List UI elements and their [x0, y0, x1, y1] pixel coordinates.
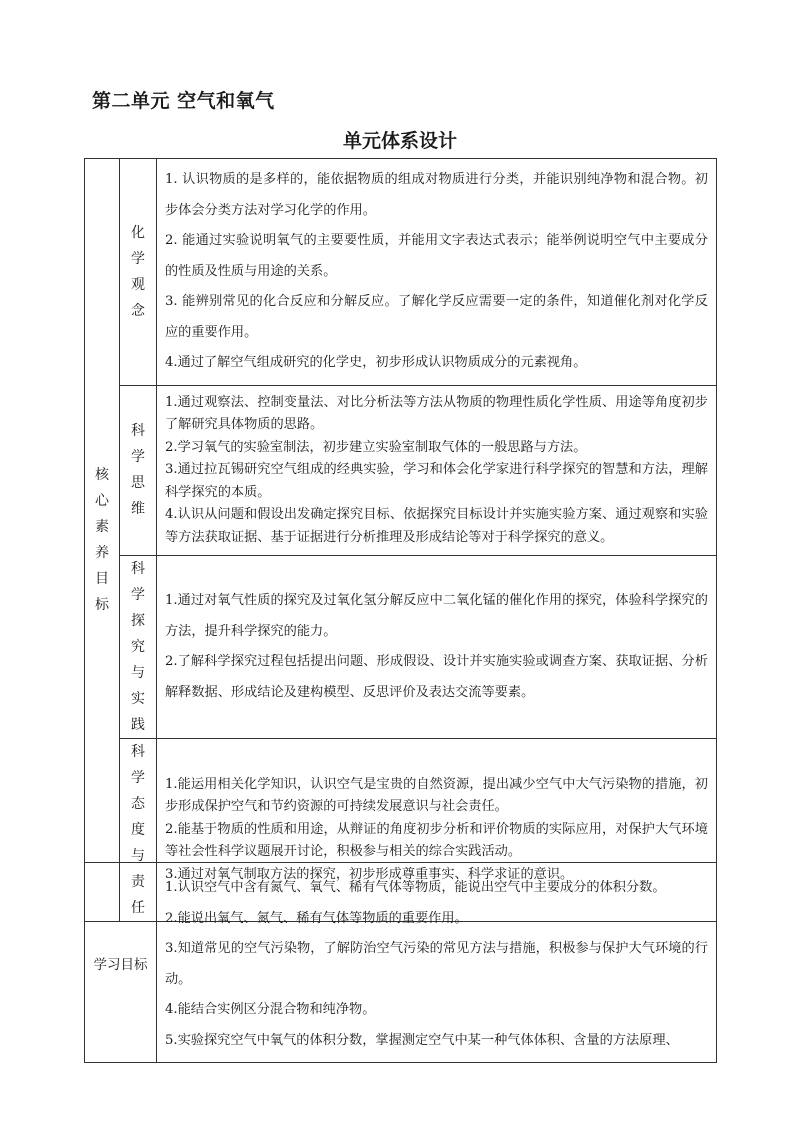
list-item: 4.通过了解空气组成研究的化学史，初步形成认识物质成分的元素视角。: [165, 355, 587, 370]
row-inquiry-practice: [85, 556, 717, 739]
category-label: 科学思维: [131, 423, 145, 518]
unit-title: 第二单元 空气和氧气: [92, 90, 275, 112]
list-item: 2. 能通过实验说明氧气的主要要性质，并能用文字表达式表示；能举例说明空气中主要成分的性质及性质与用途的关系。: [165, 233, 708, 279]
list-item: 3.通过拉瓦锡研究空气组成的经典实验，学习和体会化学家进行科学探究的智慧和方法，理解科学探究的本质。: [165, 462, 708, 500]
category-cell: [120, 159, 157, 386]
outer-label-cell: [85, 159, 120, 922]
learning-objectives-table: [84, 862, 717, 1063]
list-item: 1. 认识物质的是多样的，能依据物质的组成对物质进行分类，并能识别纯净物和混合物。初步体会分类方法对学习化学的作用。: [165, 172, 708, 218]
list-item: 3.知道常见的空气污染物，了解防治空气污染的常见方法与措施，积极参与保护大气环境的行动。: [165, 941, 708, 987]
category-label: 科学态度与责任: [131, 744, 145, 916]
learning-objectives-label: 学习目标: [85, 863, 157, 1063]
list-item: 4.能结合实例区分混合物和纯净物。: [165, 1002, 376, 1017]
section-title: 单元体系设计: [342, 130, 457, 152]
row-chemical-concept: [85, 159, 717, 386]
list-item: 4.认识从问题和假设出发确定探究目标、依据探究目标设计并实施实验方案、通过观察和实验等方法获取证据、基于证据进行分析推理及形成结论等对于科学探究的意义。: [165, 507, 708, 545]
content-cell: [157, 863, 717, 1063]
list-item: 2.能基于物质的性质和用途，从辩证的角度初步分析和评价物质的实际应用，对保护大气环境等社会性科学议题展开讨论，积极参与相关的综合实践活动。: [165, 821, 708, 860]
list-item: 2.了解科学探究过程包括提出问题、形成假设、设计并实施实验或调查方案、获取证据、分析解释数据、形成结论及建构模型、反思评价及表达交流等要素。: [165, 654, 708, 700]
category-cell: [120, 556, 157, 739]
content-cell: [157, 556, 717, 739]
list-item: 5.实验探究空气中氧气的体积分数，掌握测定空气中某一种气体体积、含量的方法原理、: [165, 1032, 679, 1048]
list-item: 2.能说出氧气、氮气、稀有气体等物质的重要作用。: [165, 910, 468, 926]
row-scientific-thinking: [85, 385, 717, 556]
row-learning-objectives: [85, 863, 717, 1063]
core-competency-table: [84, 158, 717, 922]
list-item: 1.认识空气中含有氮气、氧气、稀有气体等物质，能说出空气中主要成分的体积分数。: [165, 880, 666, 895]
list-item: 3.通过对氧气制取方法的探究，初步形成尊重事实、科学求证的意识。: [165, 866, 574, 882]
list-item: 1.通过对氧气性质的探究及过氧化氢分解反应中二氧化锰的催化作用的探究，体验科学探究的方法，提升科学探究的能力。: [165, 593, 708, 639]
content-cell: [157, 385, 717, 556]
list-item: 2.学习氧气的实验室制法，初步建立实验室制取气体的一般思路与方法。: [165, 439, 587, 455]
category-label: 科学探究与实践: [131, 561, 145, 733]
list-item: 1.通过观察法、控制变量法、对比分析法等方法从物质的物理性质化学性质、用途等角度初步了解研究具体物质的思路。: [165, 394, 708, 432]
category-cell: [120, 385, 157, 556]
list-item: 3. 能辨别常见的化合反应和分解反应。了解化学反应需要一定的条件，知道催化剂对化学反应的重要作用。: [165, 294, 708, 340]
category-label: 化学观念: [131, 224, 145, 319]
content-cell: [157, 159, 717, 386]
outer-label: 核心素养目标: [95, 467, 109, 613]
list-item: 1.能运用相关化学知识，认识空气是宝贵的自然资源，提出减少空气中大气污染物的措施，初步形成保护空气和节约资源的可持续发展意识与社会责任。: [165, 776, 708, 815]
